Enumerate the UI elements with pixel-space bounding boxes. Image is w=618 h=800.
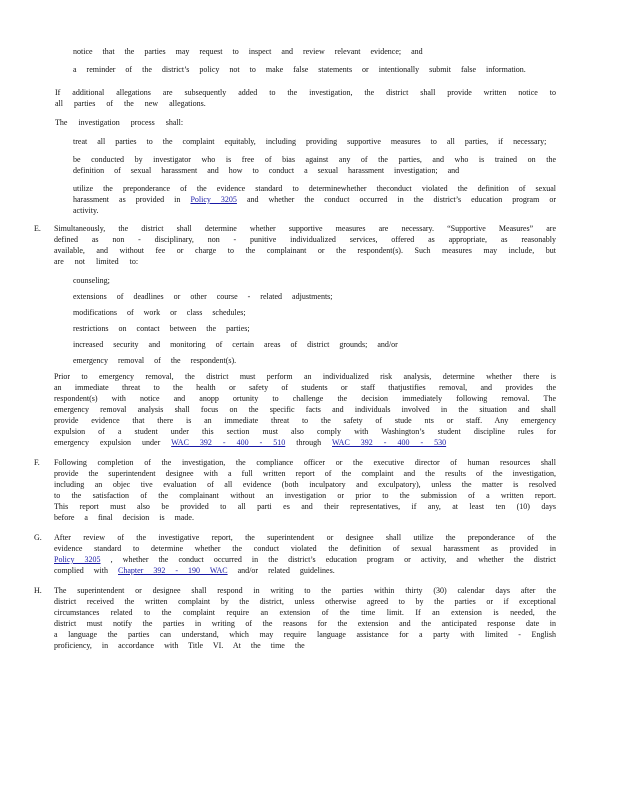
list-item-text: a reminder of the district’s policy not to make false statements or intentionally submit false information.: [73, 65, 526, 74]
additional-allegations-paragraph: If additional allegations are subsequently added to the investigation, the district shall provide written notice to all parties of the new allegations.: [55, 88, 556, 108]
list-item: [55, 46, 556, 57]
supportive-measures-list: [55, 275, 556, 366]
list-item: [55, 136, 556, 147]
section-body: Following completion of the investigation, the compliance officer or the executive director of human resources shall provide the superintendent designee with a full written report of the complaint and the results of the investigation, including an objec tive evaluation of all evidence (both inculpatory and exculpatory), unless the matter is resolved to the satisfaction of the complainant without an investigation or prior to the submission of a written report. This report must also be provided to all parti es and their representatives, if any, at least ten (10) days before a final decision is made.: [54, 458, 556, 522]
list-item: [55, 275, 556, 286]
list-item: [55, 291, 556, 302]
list-item-text: increased security and monitoring of certain areas of district grounds; and/or: [73, 340, 398, 349]
section-g-text-end: and/or related guidelines.: [237, 566, 335, 575]
wac-392-400-530-link[interactable]: WAC 392 - 400 - 530: [332, 438, 447, 447]
section-g-text-mid: , whether the conduct occurred in the district’s education program or activity, and whether the district complied with: [54, 555, 557, 575]
list-item: [55, 154, 556, 176]
investigation-process-intro: The investigation process shall:: [55, 118, 184, 127]
list-item-text: extensions of deadlines or other course - related adjustments;: [73, 292, 333, 301]
emergency-removal-text: Prior to emergency removal, the district must perform an individualized risk analysis, determine whether there is an immediate threat to the health or safety of students or staff thatjustifies removal, and provides the respondent(s) with notice and anopp ortunity to challenge the decision immediately following removal. The emergency removal analysis shall focus on the specific facts and individuals involved in the situation and shall provide evidence that there is an immediate threat to the safety of stude nts or staff. Any emergency expulsion of a student under this section must also comply with Washington’s student discipline rules for emergency expulsion under: [54, 372, 556, 447]
bullet-glyph: [55, 291, 73, 302]
list-item-text-end: and whether the conduct occurred in the district’s education program or activity.: [73, 195, 557, 215]
list-item: [55, 339, 556, 350]
list-item-text: treat all parties to the complaint equitably, including providing supportive measures to all parties, if necessary;: [73, 137, 547, 146]
list-item-text-start: utilize the preponderance of the evidence standard to determinewhether theconduct violated the definition of sexual harassment as provided in: [73, 184, 556, 204]
bullet-glyph: [55, 323, 73, 334]
list-item-text: emergency removal of the respondent(s).: [73, 356, 237, 365]
section-h: [34, 585, 556, 651]
section-body: The superintendent or designee shall respond in writing to the parties within thirty (30) calendar days after the district received the written complaint by the district, unless otherwise agreed to by the parties or if exceptional circumstances related to the complaint require an extension of the time limit. If an extension is needed, the district must notify the parties in writing of the reasons for the extension and the anticipated response date in a language the parties can understand, which may require language assistance for a party with limited - English proficiency, in accordance with Title VI. At the time the: [54, 586, 556, 650]
section-g: [34, 532, 556, 576]
section-letter: G.: [34, 533, 42, 542]
bullet-glyph: [55, 355, 73, 366]
section-letter: H.: [34, 586, 42, 595]
bullet-glyph: [55, 46, 73, 57]
bullet-glyph: [55, 154, 73, 176]
list-item: [55, 64, 556, 75]
section-letter: E.: [34, 224, 41, 233]
notice-bullet-list: [55, 46, 556, 75]
policy-3205-link[interactable]: Policy 3205: [54, 555, 101, 564]
process-bullet-list: [55, 136, 556, 216]
list-item: [55, 323, 556, 334]
section-body: [54, 532, 556, 576]
list-item-text: [73, 183, 556, 216]
chapter-392-190-wac-link[interactable]: Chapter 392 - 190 WAC: [118, 566, 228, 575]
section-e: [34, 223, 556, 448]
bullet-glyph: [55, 64, 73, 75]
bullet-glyph: [55, 275, 73, 286]
section-body: [54, 223, 556, 448]
section-letter: F.: [34, 458, 40, 467]
list-item-text: restrictions on contact between the parties;: [73, 324, 250, 333]
through-text: through: [296, 438, 322, 447]
list-item: [55, 355, 556, 366]
list-item-text: modifications of work or class schedules;: [73, 308, 246, 317]
emergency-removal-paragraph: [54, 371, 556, 448]
supportive-measures-paragraph: Simultaneously, the district shall determine whether supportive measures are necessary. “Supportive Measures” are defined as non - disciplinary, non - punitive individualized services, offered as appropriate, as reasonably available, and without fee or charge to the complainant or the respondent(s). Such measures may include, but are not limited to:: [54, 224, 556, 266]
section-g-text-start: After review of the investigative report, the superintendent or designee shall utilize the preponderance of the evidence standard to determine whether the conduct violated the definition of sexual harassment as provided in: [54, 533, 556, 553]
bullet-glyph: [55, 339, 73, 350]
list-item: [55, 183, 556, 216]
bullet-glyph: [55, 136, 73, 147]
wac-392-400-510-link[interactable]: WAC 392 - 400 - 510: [171, 438, 286, 447]
bullet-glyph: [55, 183, 73, 216]
list-item-text: be conducted by investigator who is free of bias against any of the parties, and who is trained on the definition of sexual harassment and how to conduct a sexual harassment investigation; and: [73, 155, 556, 175]
section-f: [34, 457, 556, 523]
list-item: [55, 307, 556, 318]
list-item-text: counseling;: [73, 276, 110, 285]
bullet-glyph: [55, 307, 73, 318]
policy-3205-link[interactable]: Policy 3205: [190, 195, 237, 204]
list-item-text: notice that the parties may request to inspect and review relevant evidence; and: [73, 47, 423, 56]
